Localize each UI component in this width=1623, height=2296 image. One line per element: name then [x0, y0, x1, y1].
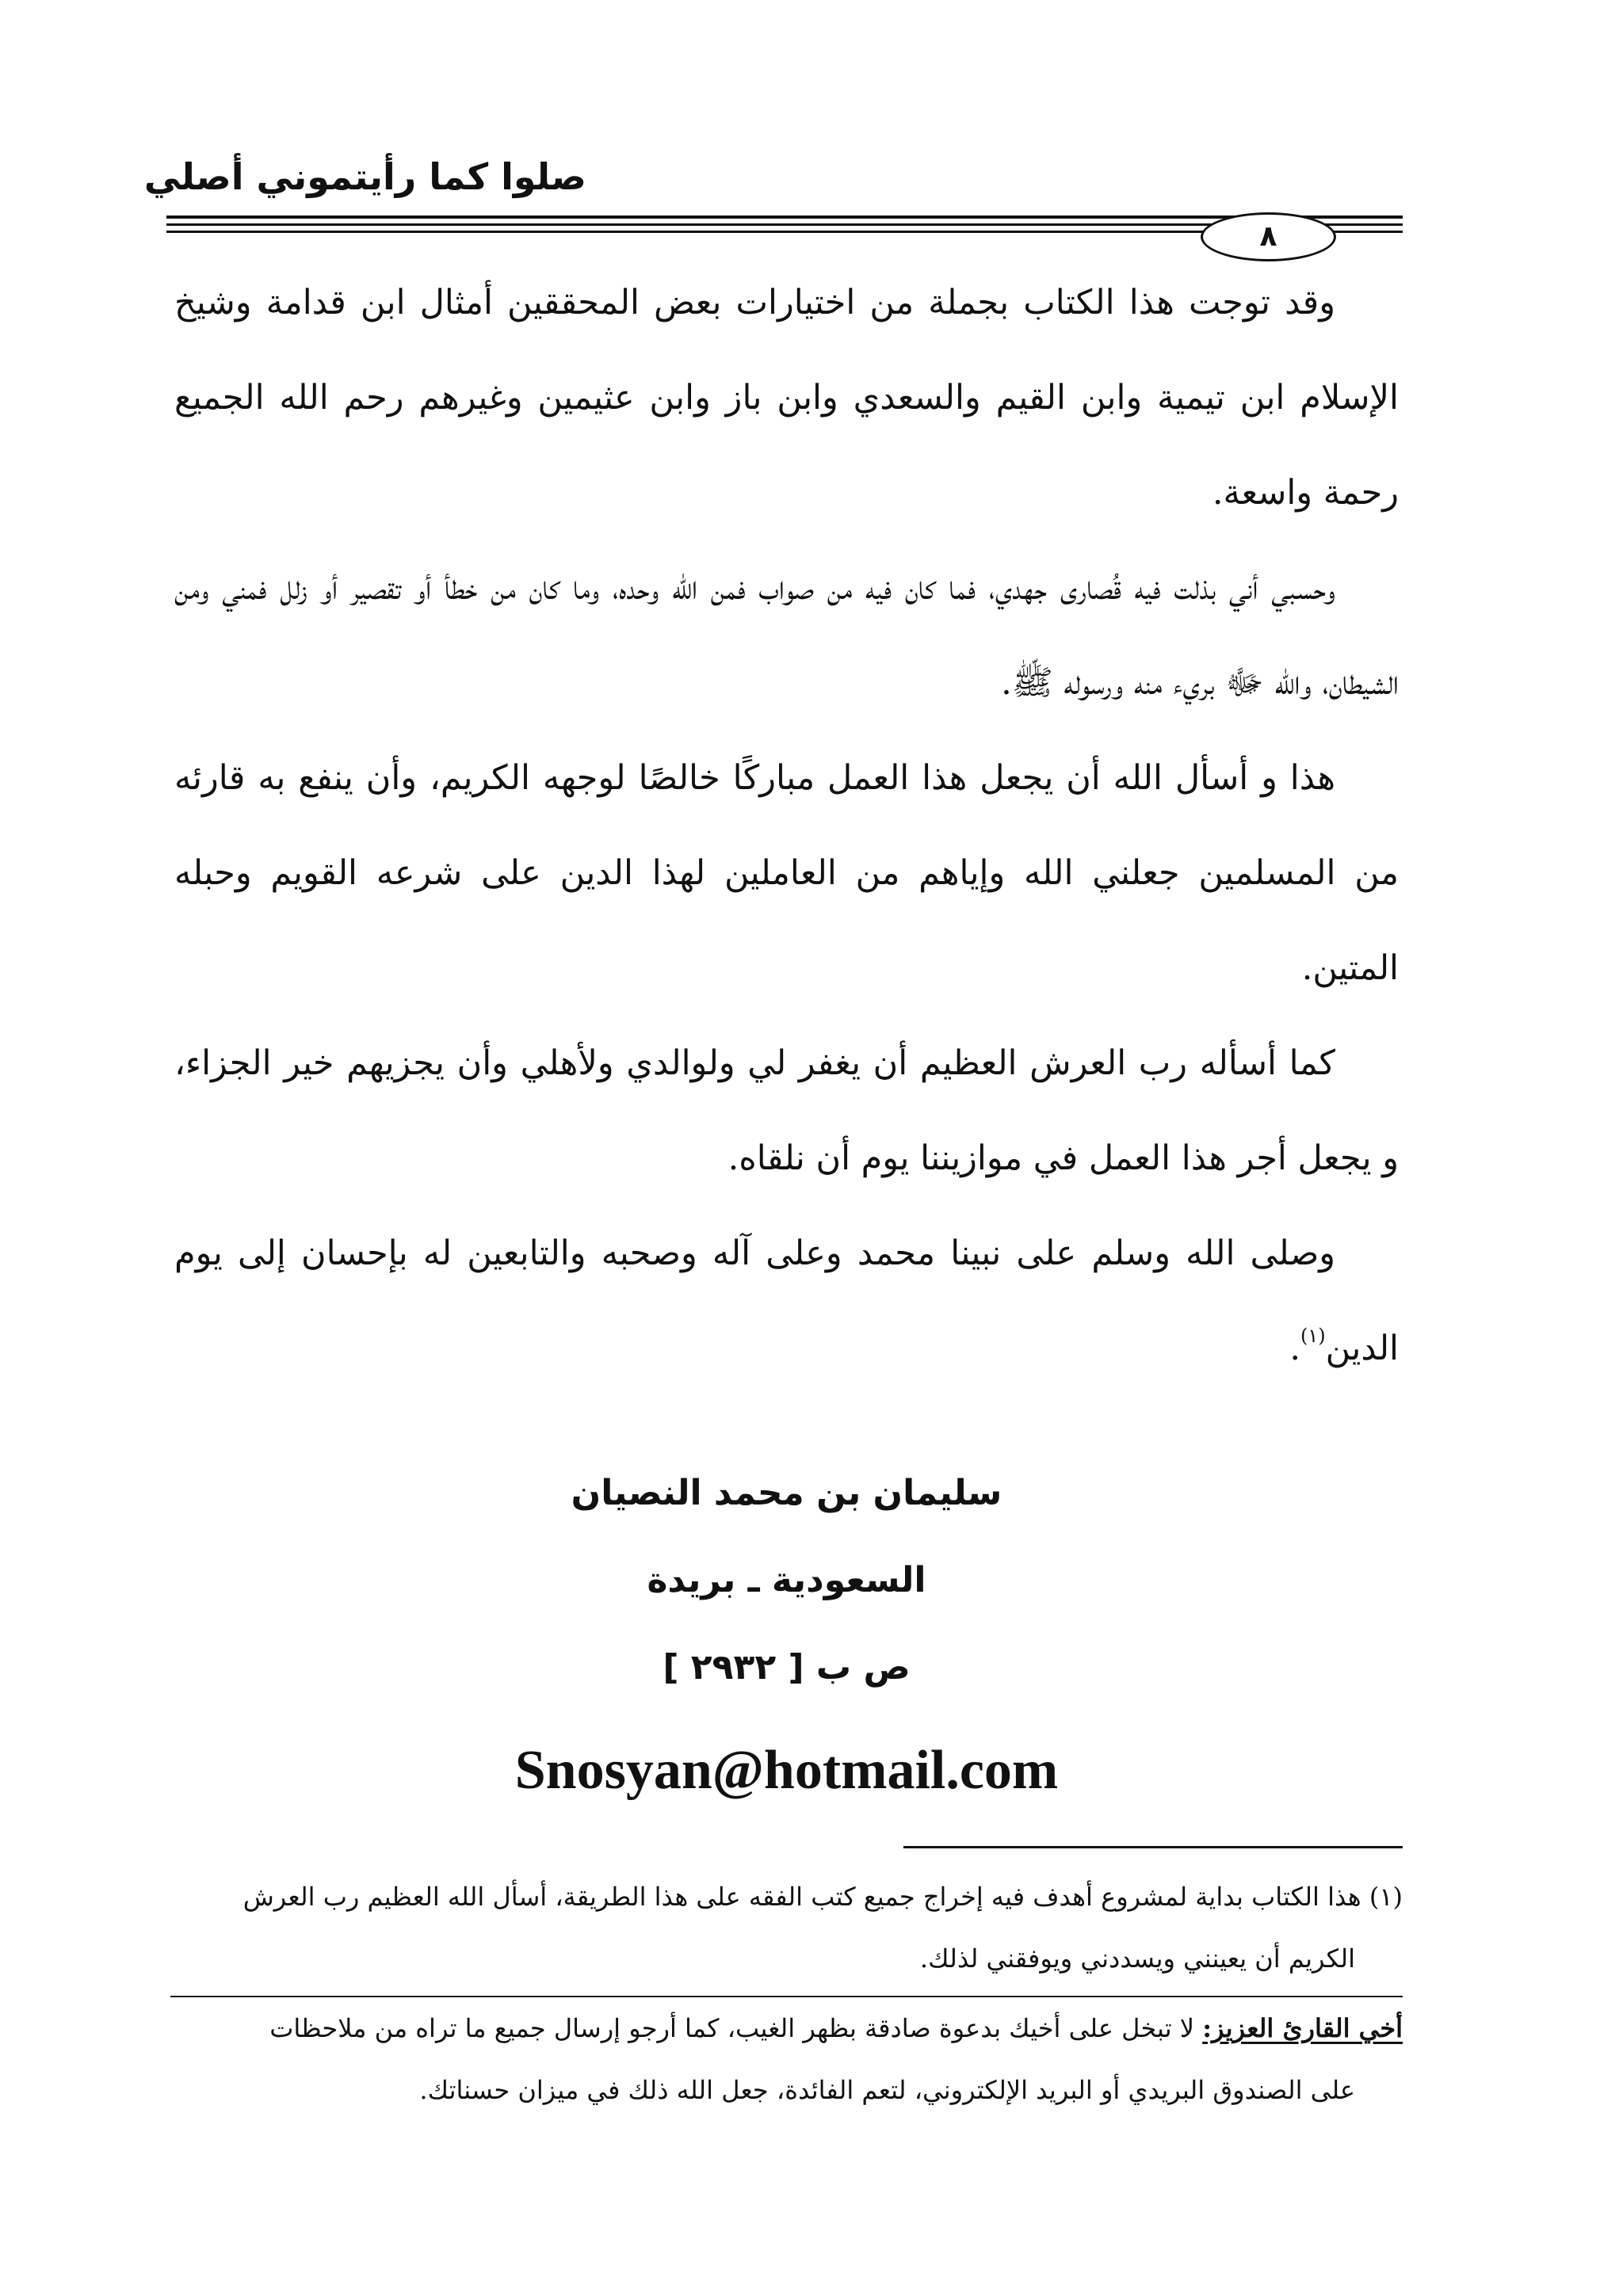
paragraph-5-end: .	[1289, 1329, 1301, 1368]
footnote-separator	[903, 1846, 1403, 1848]
paragraph-1: وقد توجت هذا الكتاب بجملة من اختيارات بعض المحققين أمثال ابن قدامة وشيخ الإسلام ابن تيمية وابن القيم والسعدي وابن باز وابن عثيمين وغيرهم رحم الله الجميع رحمة واسعة.	[174, 283, 1399, 513]
author-email: Snosyan@hotmail.com	[514, 1740, 1059, 1801]
page-number: ٨	[1201, 212, 1336, 261]
paragraph-5	[174, 1206, 1399, 1396]
footnote-reference: (١)	[1300, 1325, 1326, 1347]
paragraph-4: كما أسأله رب العرش العظيم أن يغفر لي ولوالدي ولأهلي وأن يجزيهم خير الجزاء، و يجعل أجر هذا العمل في موازيننا يوم أن نلقاه.	[174, 1043, 1399, 1178]
paragraph-3: هذا و أسأل الله أن يجعل هذا العمل مباركًا خالصًا لوجهه الكريم، وأن ينفع به قارئه من المسلمين جعلني الله وإياهم من العاملين لهذا الدين على شرعه القويم وحبله المتين.	[174, 758, 1399, 988]
paragraph-2: وحسبي أني بذلت فيه قُصارى جهدي، فما كان فيه من صواب فمن الله وحده، وما كان من خطأ أو تقصير أو زلل فمني ومن الشيطان، والله ﷻ بريء منه ورسوله ﷺ.	[174, 568, 1399, 703]
footnotes	[170, 1866, 1403, 2121]
body-text	[174, 255, 1399, 1396]
paragraph-5-text: وصلى الله وسلم على نبينا محمد وعلى آله وصحبه والتابعين له بإحسان إلى يوم الدين	[174, 1234, 1399, 1368]
reader-note-label: أخي القارئ العزيز:	[1202, 2013, 1403, 2043]
author-location: السعودية ـ بريدة	[647, 1560, 926, 1600]
reader-note-line-2: على الصندوق البريدي أو البريد الإلكتروني، لتعم الفائدة، جعل الله ذلك في ميزان حسناتك.	[419, 2075, 1355, 2105]
running-title: صلوا كما رأيتموني أصلي	[143, 155, 586, 198]
footnote-1-line-2: الكريم أن يعينني ويسددني ويوفقني لذلك.	[919, 1943, 1355, 1974]
reader-note-text: لا تبخل على أخيك بدعوة صادقة بظهر الغيب، كما أرجو إرسال جميع ما تراه من ملاحظات	[269, 2013, 1195, 2043]
header-rule	[166, 215, 1403, 219]
signature-block	[174, 1450, 1399, 1711]
reader-note	[170, 1997, 1403, 2059]
po-box: ص ب [ ٢٩٣٢ ]	[663, 1647, 911, 1688]
footnote-1-line-1: (١) هذا الكتاب بداية لمشروع أهدف فيه إخراج جميع كتب الفقه على هذا الطريقة، أسأل الله العظيم رب العرش	[242, 1882, 1403, 1912]
author-name: سليمان بن محمد النصيان	[571, 1473, 1002, 1513]
